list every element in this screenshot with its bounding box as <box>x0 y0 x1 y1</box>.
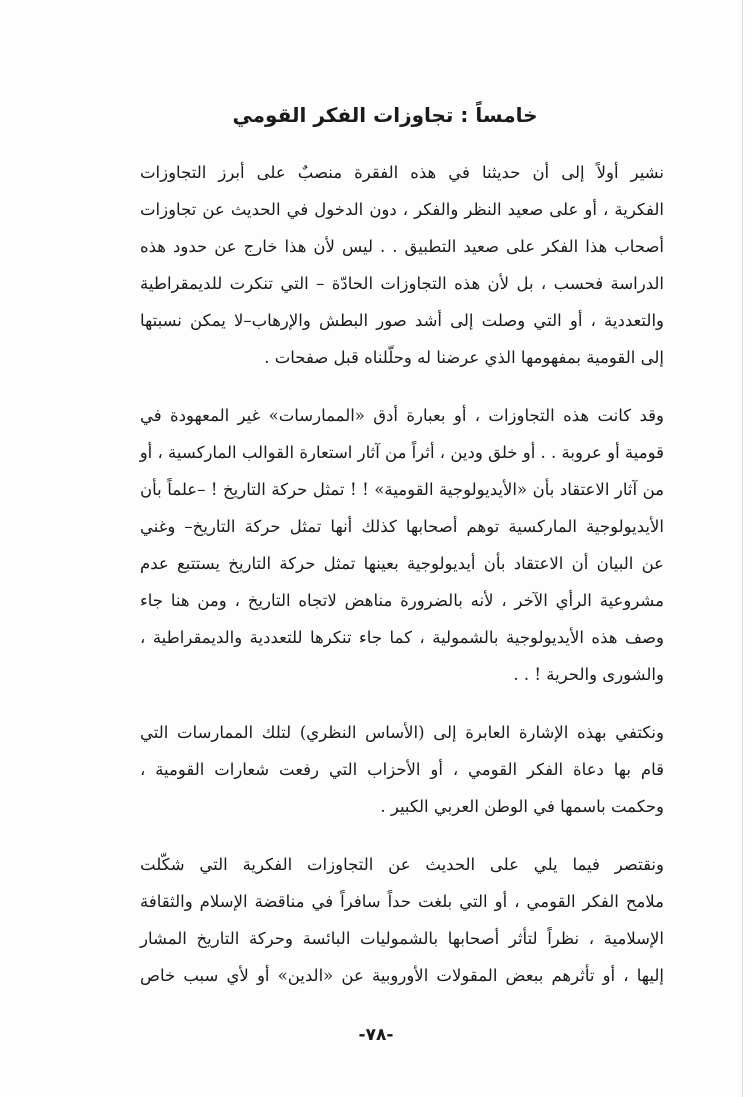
paragraph-4 <box>140 846 664 994</box>
text-line: وقد كانت هذه التجاوزات ، أو بعبارة أدق «الممارسات» غير المعهودة في <box>140 406 664 425</box>
text-line: وحكمت باسمها في الوطن العربي الكبير . <box>380 797 664 816</box>
text-line: وصف هذه الأيديولوجية بالشمولية ، كما جاء تنكرها للتعددية والديمقراطية ، <box>140 628 664 647</box>
text-line: إليها ، أو تأثرهم ببعض المقولات الأوروبية عن «الدين» أو لأي سبب خاص <box>140 966 664 985</box>
text-line: الفكرية ، أو على صعيد النظر والفكر ، دون الدخول في الحديث عن تجاوزات <box>140 200 664 219</box>
text-line: إلى القومية بمفهومها الذي عرضنا له وحلّلناه قبل صفحات . <box>264 348 664 367</box>
page-number: -٧٨- <box>358 1025 394 1045</box>
text-line: قومية أو عروبة . . أو خلق ودين ، أثراً من آثار استعارة القوالب الماركسية ، أو <box>139 443 664 462</box>
text-line: ونكتفي بهذه الإشارة العابرة إلى (الأساس النظري) لتلك الممارسات التي <box>140 723 664 742</box>
text-line: مشروعية الرأي الآخر ، لأنه بالضرورة مناهض لاتجاه التاريخ ، ومن هنا جاء <box>140 591 664 610</box>
text-line: من آثار الاعتقاد بأن «الأيديولوجية القومية» ! ! تمثل حركة التاريخ ! –علماً بأن <box>140 480 664 499</box>
text-line: الدراسة فحسب ، بل لأن هذه التجاوزات الحادّة – التي تنكرت للديمقراطية <box>140 274 664 293</box>
section-title: خامساً : تجاوزات الفكر القومي <box>232 103 538 127</box>
paragraph-2 <box>140 397 664 693</box>
text-line: عن البيان أن الاعتقاد بأن أيديولوجية بعينها تمثل حركة التاريخ يستتبع عدم <box>140 554 664 573</box>
text-line: أصحاب هذا الفكر على صعيد التطبيق . . ليس لأن هذا خارج عن حدود هذه <box>140 237 664 256</box>
text-line: ملامح الفكر القومي ، أو التي بلغت حداً سافراً في مناقضة الإسلام والثقافة <box>140 892 664 911</box>
text-line: والتعددية ، أو التي وصلت إلى أشد صور البطش والإرهاب–لا يمكن نسبتها <box>140 311 664 330</box>
text-line: الأيديولوجية الماركسية توهم أصحابها كذلك أنها تمثل حركة التاريخ– وغني <box>140 517 664 536</box>
paragraph-3 <box>140 714 664 825</box>
text-line: الإسلامية ، نظراً لتأثر أصحابها بالشموليات البائسة وحركة التاريخ المشار <box>140 929 664 948</box>
text-line: قام بها دعاة الفكر القومي ، أو الأحزاب التي رفعت شعارات القومية ، <box>140 760 664 779</box>
text-line: نشير أولاً إلى أن حديثنا في هذه الفقرة منصبٌ على أبرز التجاوزات <box>140 163 664 182</box>
text-line: والشورى والحرية ! . . <box>513 665 664 684</box>
text-line: ونقتصر فيما يلي على الحديث عن التجاوزات الفكرية التي شكّلت <box>140 855 664 874</box>
page-edge-divider <box>742 0 743 1097</box>
paragraph-1 <box>140 154 664 376</box>
